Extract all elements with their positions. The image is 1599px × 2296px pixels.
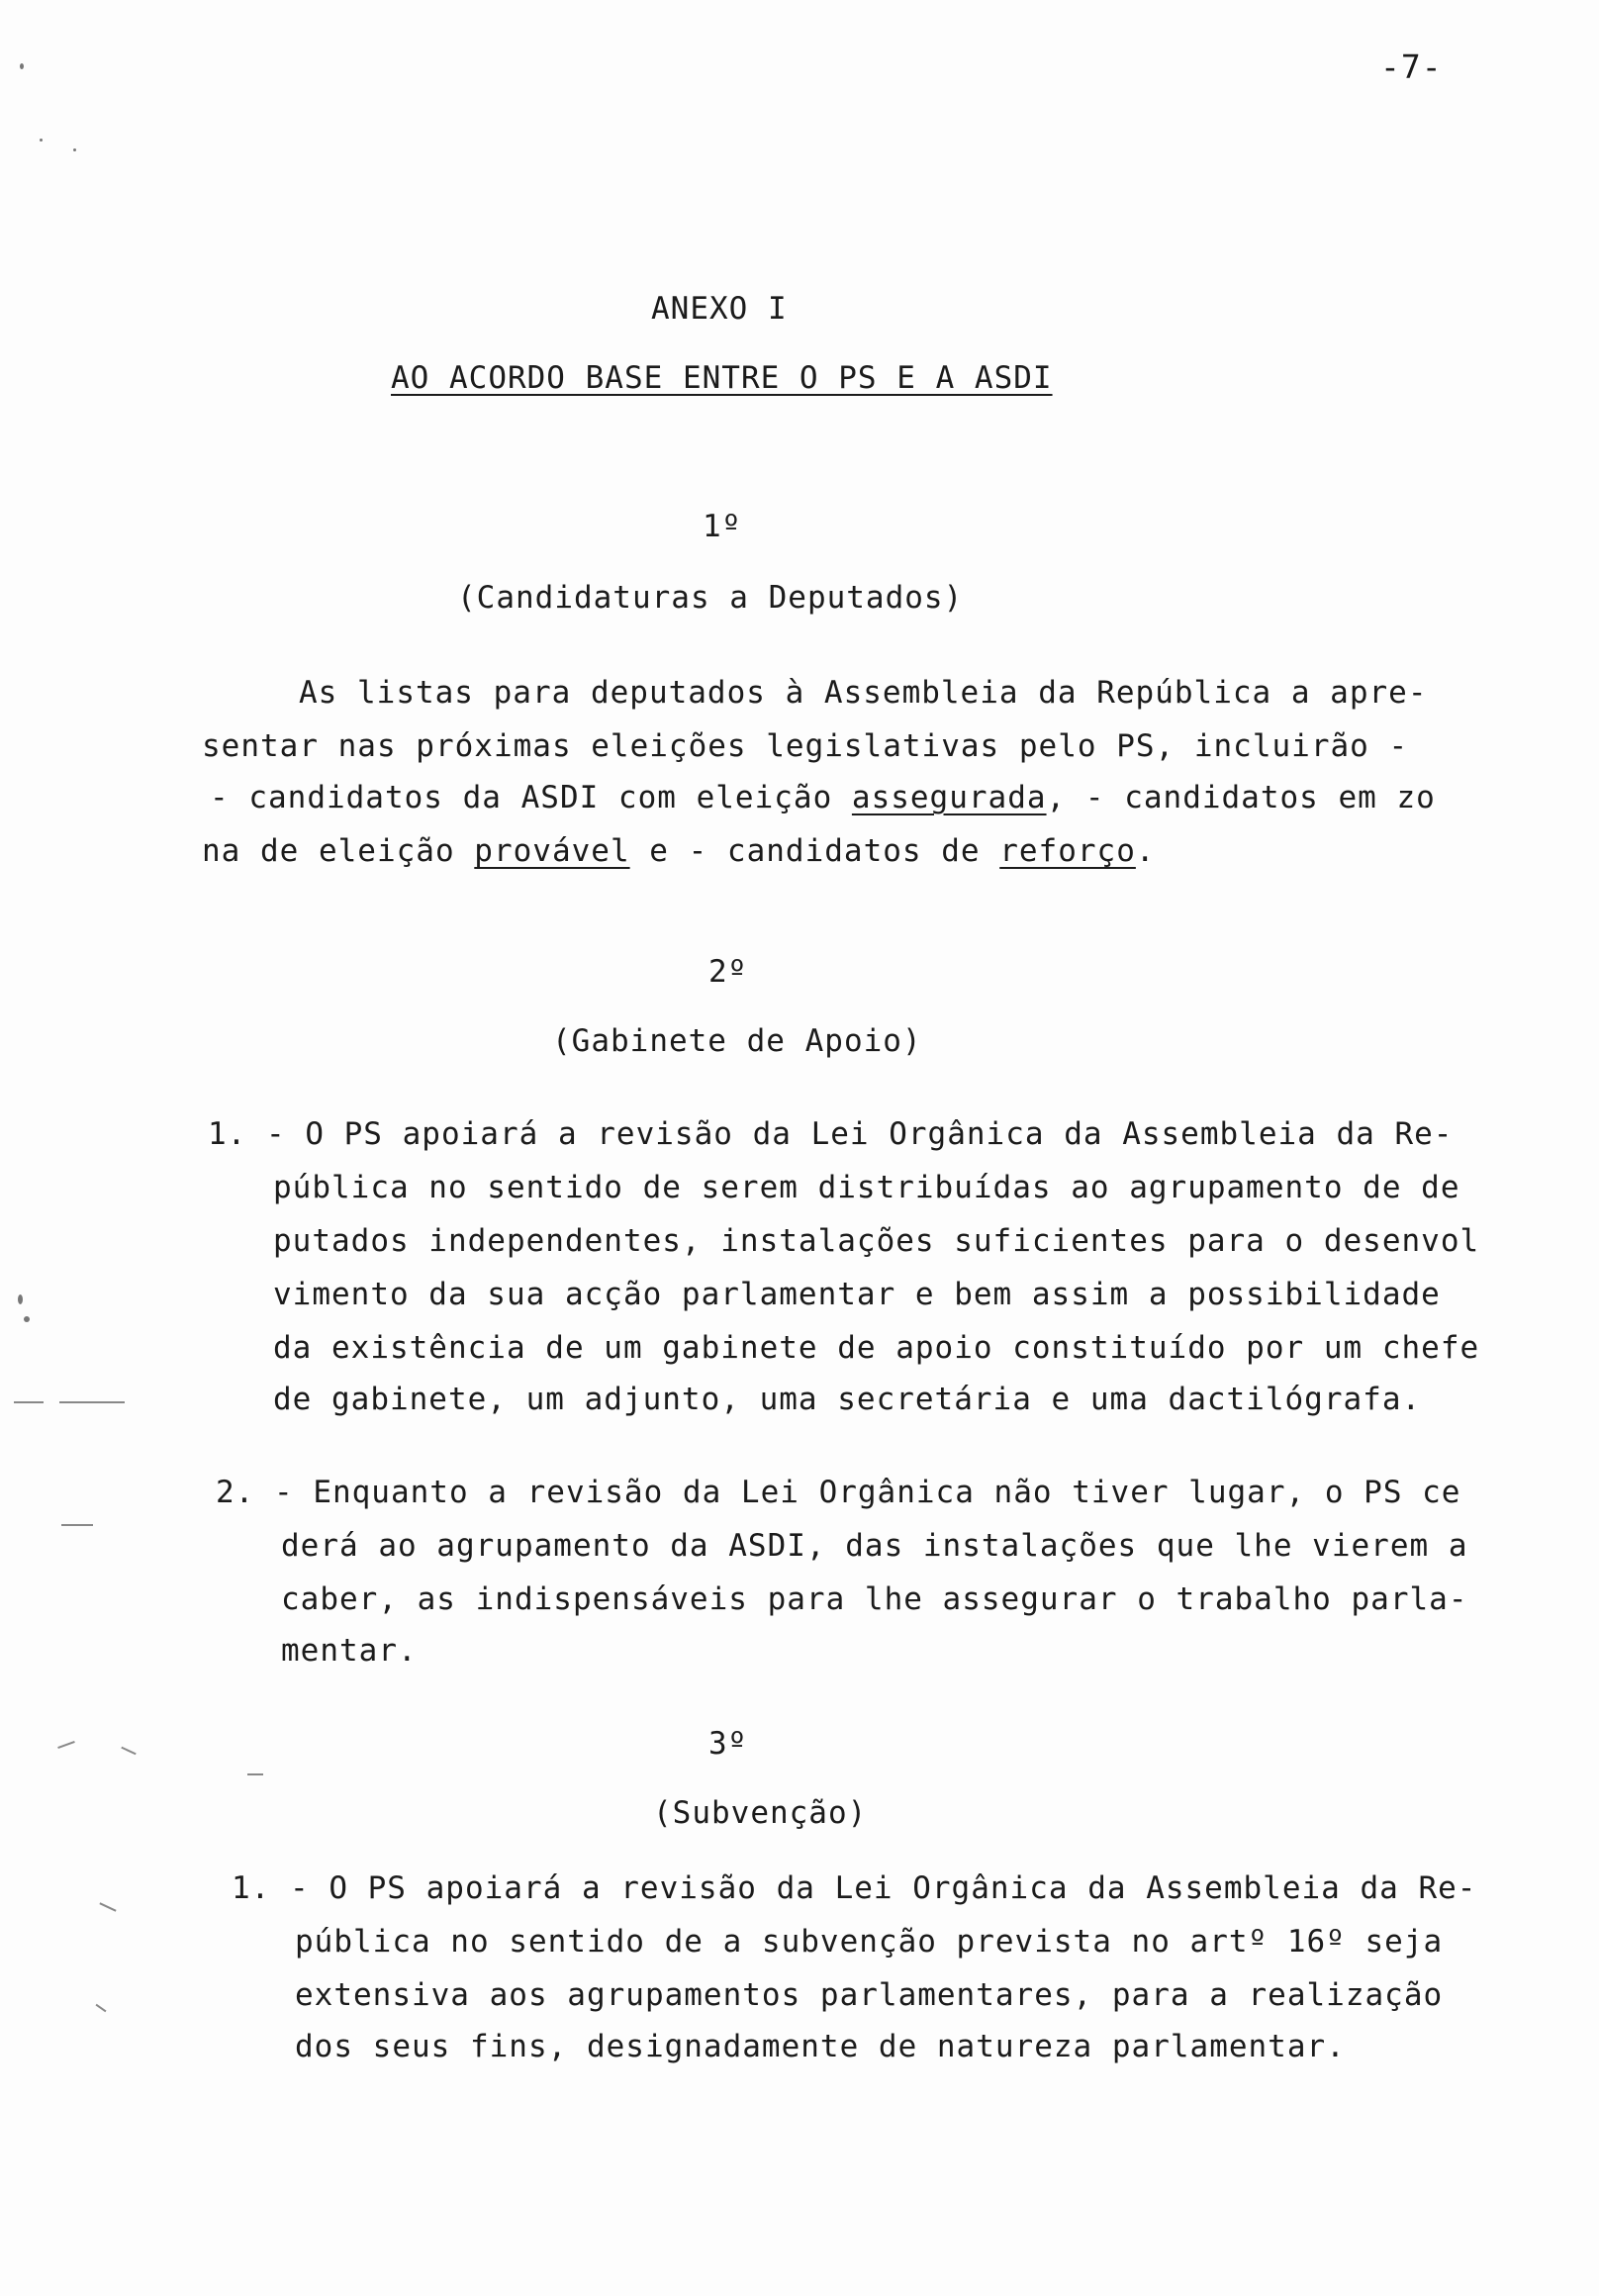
text-run: na de eleição — [202, 833, 475, 869]
section-1-heading: (Candidaturas a Deputados) — [457, 580, 964, 616]
scan-mark — [59, 1401, 125, 1403]
section-2-item-1-line: pública no sentido de serem distribuídas ao agrupamento de de — [273, 1170, 1460, 1205]
scan-mark — [247, 1773, 263, 1775]
section-2-item-1-line: 1. - O PS apoiará a revisão da Lei Orgânica da Assembleia da Re- — [208, 1116, 1454, 1152]
section-2-heading: (Gabinete de Apoio) — [552, 1023, 922, 1059]
section-1-line: sentar nas próximas eleições legislativas pelo PS, incluirão - — [202, 728, 1409, 764]
section-3-item-1-line: dos seus fins, designadamente de natureza parlamentar. — [295, 2029, 1346, 2064]
section-2-item-2-line: 2. - Enquanto a revisão da Lei Orgânica não tiver lugar, o PS ce — [216, 1475, 1461, 1510]
section-3-number: 3º — [708, 1726, 748, 1762]
scan-mark — [14, 1401, 44, 1403]
section-1-line: As listas para deputados à Assembleia da República a apre- — [299, 675, 1428, 711]
scan-speck — [40, 139, 43, 142]
scan-mark — [96, 2004, 107, 2013]
scan-mark — [57, 1741, 75, 1749]
section-2-item-1-line: vimento da sua acção parlamentar e bem assim a possibilidade — [273, 1277, 1441, 1312]
section-2-item-2-line: caber, as indispensáveis para lhe assegurar o trabalho parla- — [281, 1581, 1468, 1617]
section-3-item-1-line: pública no sentido de a subvenção prevista no artº 16º seja — [295, 1924, 1444, 1960]
text-run: , - candidatos em zo — [1046, 780, 1436, 815]
scan-speck — [73, 148, 76, 151]
scan-mark — [99, 1902, 116, 1911]
section-2-item-2-line: mentar. — [281, 1633, 418, 1669]
section-2-item-1-line: putados independentes, instalações suficientes para o desenvol — [273, 1223, 1480, 1259]
section-1-line — [202, 831, 1156, 871]
annex-subtitle: AO ACORDO BASE ENTRE O PS E A ASDI — [391, 360, 1053, 396]
section-2-item-2-line: derá ao agrupamento da ASDI, das instalações que lhe vierem a — [281, 1528, 1468, 1564]
text-run: e - candidatos de — [629, 833, 1000, 869]
underlined-word: provável — [474, 833, 630, 869]
scan-speck — [24, 1316, 30, 1322]
text-run: - candidatos da ASDI com eleição — [210, 780, 852, 815]
section-3-heading: (Subvenção) — [653, 1795, 868, 1831]
text-run: . — [1135, 833, 1156, 869]
section-1-line — [210, 778, 1436, 817]
scan-speck — [18, 1294, 23, 1304]
section-2-item-1-line: da existência de um gabinete de apoio constituído por um chefe — [273, 1330, 1480, 1366]
section-3-item-1-line: 1. - O PS apoiará a revisão da Lei Orgânica da Assembleia da Re- — [232, 1870, 1477, 1906]
section-2-item-1-line: de gabinete, um adjunto, uma secretária e uma dactilógrafa. — [273, 1382, 1422, 1417]
scan-mark — [121, 1747, 136, 1756]
scan-mark — [61, 1524, 93, 1526]
underlined-word: reforço — [999, 833, 1136, 869]
underlined-word: assegurada — [851, 780, 1047, 815]
page-number: -7- — [1380, 48, 1443, 86]
section-3-item-1-line: extensiva aos agrupamentos parlamentares, para a realização — [295, 1977, 1444, 2013]
section-2-number: 2º — [708, 954, 748, 990]
section-1-number: 1º — [703, 509, 742, 544]
scan-speck — [20, 63, 24, 69]
annex-title: ANEXO I — [651, 291, 788, 327]
